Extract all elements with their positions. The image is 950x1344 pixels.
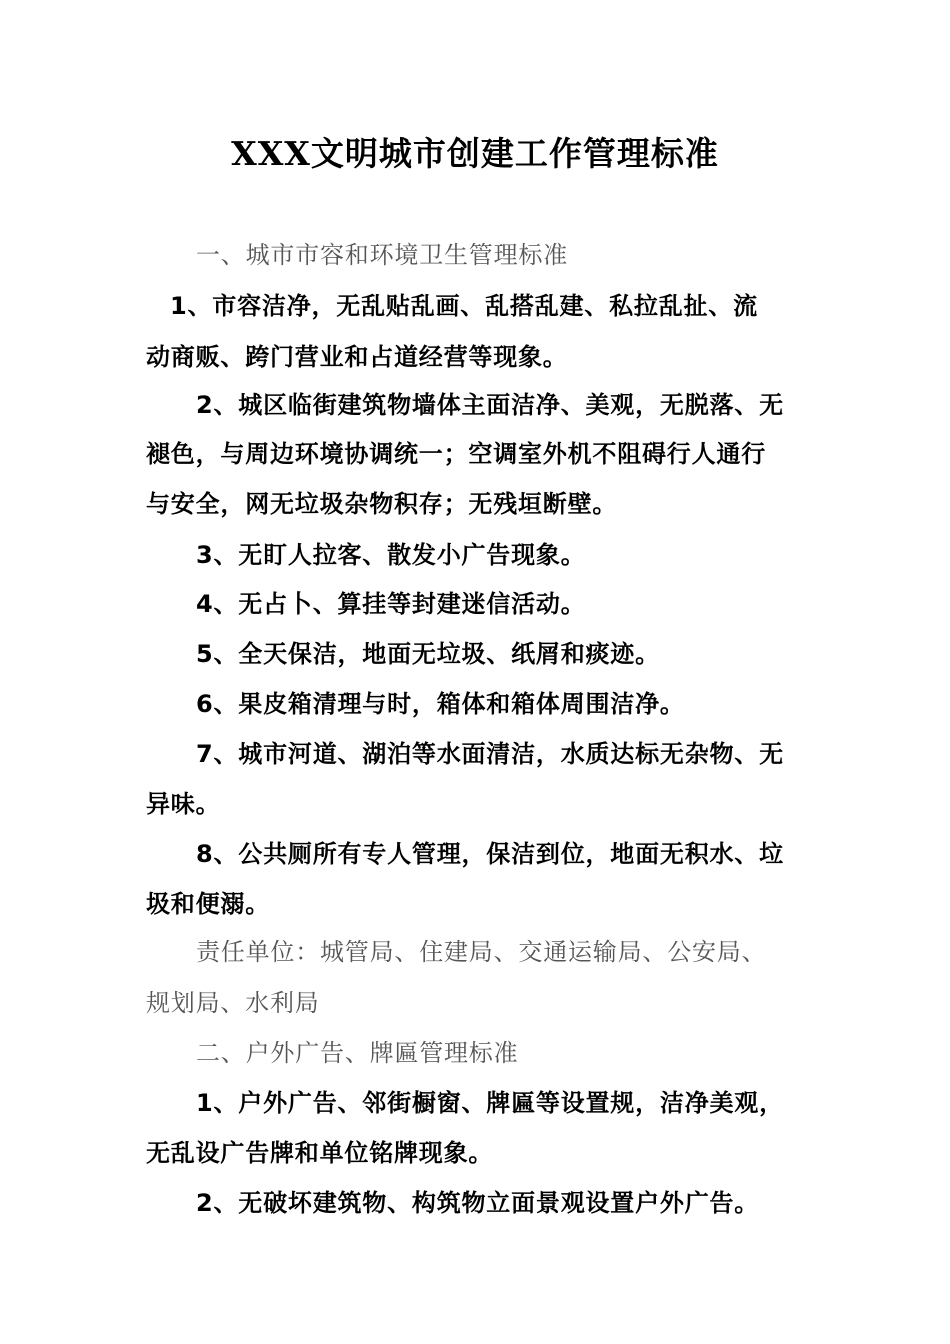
document-title: XXX文明城市创建工作管理标准 — [231, 134, 719, 173]
paragraph-line: 8、公共厕所有专人管理，保洁到位，地面无积水、垃 — [196, 840, 784, 868]
paragraph-line: 2、无破坏建筑物、构筑物立面景观设置户外广告。 — [196, 1189, 760, 1217]
paragraph-line: 7、城市河道、湖泊等水面清洁，水质达标无杂物、无 — [196, 740, 784, 768]
paragraph-line: 3、无盯人拉客、散发小广告现象。 — [196, 541, 586, 569]
paragraph-line: 1、市容洁净，无乱贴乱画、乱搭乱建、私拉乱扯、流 — [170, 292, 758, 320]
paragraph-line: 2、城区临街建筑物墙体主面洁净、美观，无脱落、无 — [196, 391, 784, 419]
paragraph-line: 4、无占卜、算挂等封建迷信活动。 — [196, 590, 586, 618]
paragraph-line: 动商贩、跨门营业和占道经营等现象。 — [146, 343, 568, 371]
section-heading-2: 二、户外广告、牌匾管理标准 — [196, 1039, 519, 1067]
paragraph-line: 1、户外广告、邻街橱窗、牌匾等设置规，洁净美观， — [196, 1089, 784, 1117]
section-heading-1: 一、城市市容和环境卫生管理标准 — [196, 241, 568, 269]
responsible-units-line: 责任单位：城管局、住建局、交通运输局、公安局、 — [196, 938, 767, 966]
paragraph-line: 与安全，网无垃圾杂物积存；无残垣断壁。 — [146, 490, 618, 518]
paragraph-line: 5、全天保洁，地面无垃圾、纸屑和痰迹。 — [196, 640, 660, 668]
responsible-units-line: 规划局、水利局 — [146, 989, 320, 1017]
paragraph-line: 6、果皮箱清理与时，箱体和箱体周围洁净。 — [196, 690, 685, 718]
paragraph-line: 褪色，与周边环境协调统一；空调室外机不阻碍行人通行 — [146, 440, 766, 468]
paragraph-line: 无乱设广告牌和单位铭牌现象。 — [146, 1139, 494, 1167]
paragraph-line: 异味。 — [146, 790, 221, 818]
paragraph-line: 圾和便溺。 — [146, 890, 270, 918]
